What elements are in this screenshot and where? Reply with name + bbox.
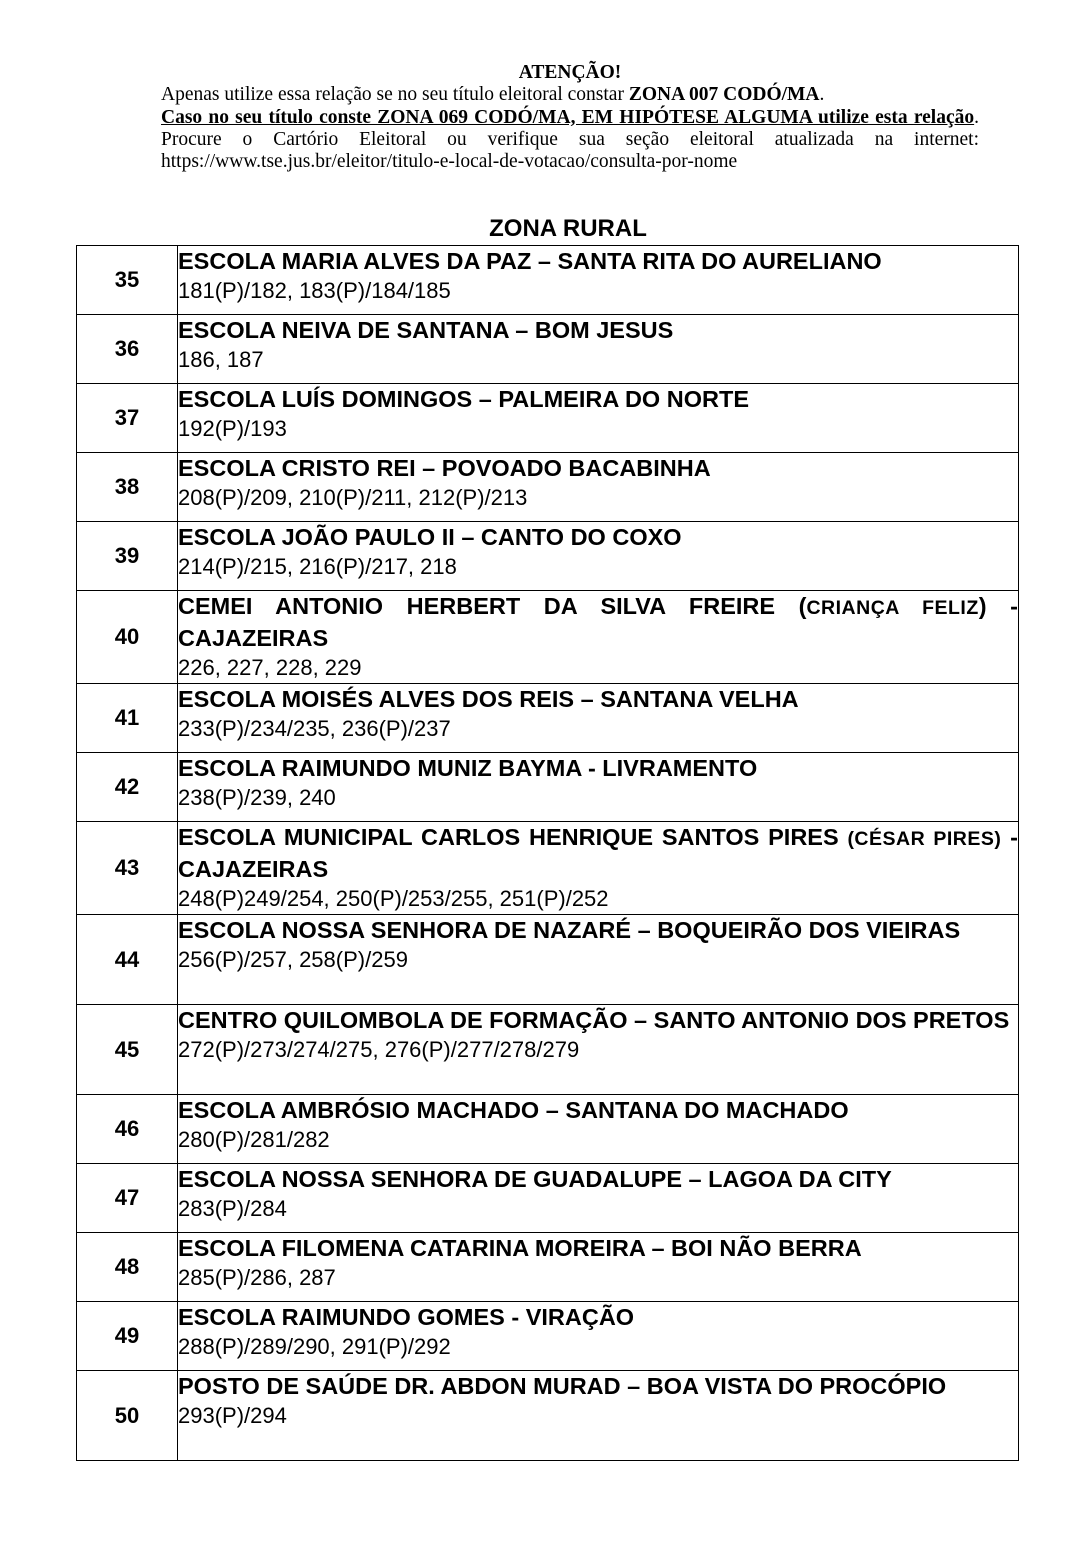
section-list: 214(P)/215, 216(P)/217, 218 <box>178 554 457 579</box>
section-list: 181(P)/182, 183(P)/184/185 <box>178 278 451 303</box>
section-list: 238(P)/239, 240 <box>178 785 336 810</box>
school-name <box>178 591 1018 653</box>
row-number: 48 <box>77 1233 178 1302</box>
table-row <box>77 1095 1019 1164</box>
school-nickname: (CÉSAR PIRES) <box>847 828 1002 850</box>
section-list: 280(P)/281/282 <box>178 1127 330 1152</box>
school-name: ESCOLA RAIMUNDO MUNIZ BAYMA - LIVRAMENTO <box>178 755 758 781</box>
school-name: ESCOLA JOÃO PAULO II – CANTO DO COXO <box>178 524 682 550</box>
row-number: 49 <box>77 1302 178 1371</box>
section-list: 288(P)/289/290, 291(P)/292 <box>178 1334 451 1359</box>
row-number: 44 <box>77 915 178 1005</box>
school-name: ESCOLA NOSSA SENHORA DE GUADALUPE – LAGOA DA CITY <box>178 1166 892 1192</box>
section-list: 226, 227, 228, 229 <box>178 655 362 680</box>
section-list: 186, 187 <box>178 347 264 372</box>
section-list: 208(P)/209, 210(P)/211, 212(P)/213 <box>178 485 528 510</box>
row-number: 47 <box>77 1164 178 1233</box>
table-row <box>77 1005 1019 1095</box>
table-row <box>77 1371 1019 1461</box>
school-name-part-b: - CAJAZEIRAS <box>178 824 1019 882</box>
section-list: 293(P)/294 <box>178 1403 287 1428</box>
notice-warning-rest: . Procure o Cartório Eleitoral ou verifique sua seção eleitoral atualizada na internet: https://www.tse.jus.br/eleitor/titulo-e-local-de-votacao/consulta-por-nome <box>161 106 979 173</box>
notice-warning <box>161 107 979 174</box>
row-number: 38 <box>77 453 178 522</box>
section-list: 272(P)/273/274/275, 276(P)/277/278/279 <box>178 1037 580 1062</box>
table-row <box>77 453 1019 522</box>
row-number: 41 <box>77 684 178 753</box>
row-number: 46 <box>77 1095 178 1164</box>
row-number: 36 <box>77 315 178 384</box>
table-row <box>77 915 1019 1005</box>
section-list: 248(P)249/254, 250(P)/253/255, 251(P)/252 <box>178 886 609 911</box>
row-number: 43 <box>77 822 178 915</box>
row-number: 37 <box>77 384 178 453</box>
notice-line-1 <box>161 84 979 106</box>
school-name: ESCOLA MARIA ALVES DA PAZ – SANTA RITA DO AURELIANO <box>178 248 882 274</box>
school-name: ESCOLA CRISTO REI – POVOADO BACABINHA <box>178 455 711 481</box>
polling-places-table <box>76 245 1019 1461</box>
table-row <box>77 522 1019 591</box>
school-name: ESCOLA NEIVA DE SANTANA – BOM JESUS <box>178 317 674 343</box>
school-nickname: CRIANÇA FELIZ <box>806 597 979 619</box>
table-row <box>77 591 1019 684</box>
section-list: 233(P)/234/235, 236(P)/237 <box>178 716 451 741</box>
school-name: ESCOLA MOISÉS ALVES DOS REIS – SANTANA VELHA <box>178 686 799 712</box>
section-list: 192(P)/193 <box>178 416 287 441</box>
attention-notice <box>161 62 979 173</box>
table-row <box>77 1164 1019 1233</box>
row-number: 39 <box>77 522 178 591</box>
school-name: ESCOLA NOSSA SENHORA DE NAZARÉ – BOQUEIRÃO DOS VIEIRAS <box>178 917 961 943</box>
table-row <box>77 1302 1019 1371</box>
table-row <box>77 384 1019 453</box>
table-row <box>77 684 1019 753</box>
notice-line-1-text: Apenas utilize essa relação se no seu título eleitoral constar <box>161 84 629 106</box>
school-name: ESCOLA LUÍS DOMINGOS – PALMEIRA DO NORTE <box>178 386 749 412</box>
section-list: 285(P)/286, 287 <box>178 1265 336 1290</box>
school-name: ESCOLA RAIMUNDO GOMES - VIRAÇÃO <box>178 1304 635 1330</box>
section-list: 283(P)/284 <box>178 1196 287 1221</box>
notice-line-1-end: . <box>819 84 825 106</box>
school-name-part-a: ESCOLA MUNICIPAL CARLOS HENRIQUE SANTOS PIRES <box>178 824 848 850</box>
row-number: 42 <box>77 753 178 822</box>
table-row <box>77 1233 1019 1302</box>
notice-heading: ATENÇÃO! <box>518 62 622 83</box>
table-row <box>77 753 1019 822</box>
notice-warning-underlined: Caso no seu título conste ZONA 069 CODÓ/MA, EM HIPÓTESE ALGUMA utilize esta relação <box>161 106 975 128</box>
school-name: ESCOLA FILOMENA CATARINA MOREIRA – BOI NÃO BERRA <box>178 1235 862 1261</box>
school-name-part-b: ) - CAJAZEIRAS <box>178 593 1018 651</box>
section-list: 256(P)/257, 258(P)/259 <box>178 947 408 972</box>
notice-zone-007: ZONA 007 CODÓ/MA <box>628 84 820 106</box>
row-number: 40 <box>77 591 178 684</box>
row-number: 45 <box>77 1005 178 1095</box>
table-row <box>77 246 1019 315</box>
school-name-part-a: CEMEI ANTONIO HERBERT DA SILVA FREIRE ( <box>178 593 807 619</box>
school-name: POSTO DE SAÚDE DR. ABDON MURAD – BOA VISTA DO PROCÓPIO <box>178 1373 947 1399</box>
row-number: 50 <box>77 1371 178 1461</box>
school-name: CENTRO QUILOMBOLA DE FORMAÇÃO – SANTO ANTONIO DOS PRETOS <box>178 1007 1010 1033</box>
table-row <box>77 315 1019 384</box>
school-name <box>178 822 1018 884</box>
section-title-zona-rural: ZONA RURAL <box>489 215 647 242</box>
table-row <box>77 822 1019 915</box>
row-number: 35 <box>77 246 178 315</box>
school-name: ESCOLA AMBRÓSIO MACHADO – SANTANA DO MACHADO <box>178 1097 849 1123</box>
